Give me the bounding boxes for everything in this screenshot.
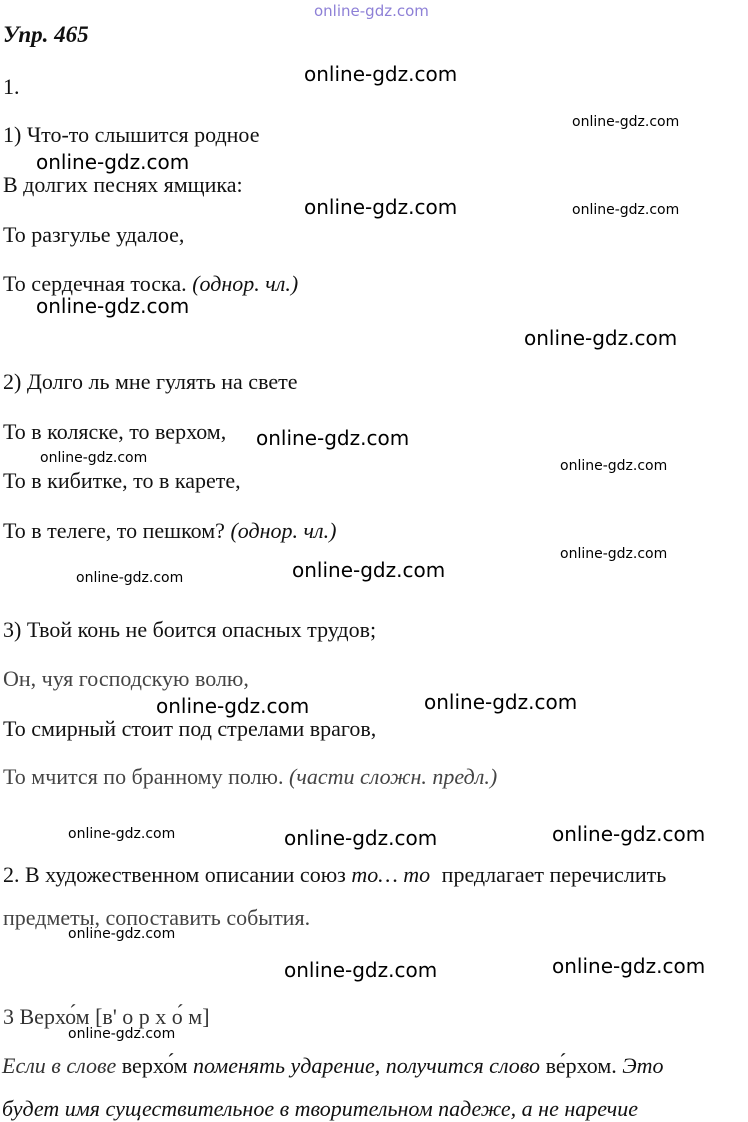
poem3-line4-text: То мчится по бранному полю.: [3, 764, 284, 789]
watermark: online-gdz.com: [68, 926, 176, 942]
section2-end: предлагает перечислить: [441, 862, 667, 887]
section2-line2: предметы, сопоставить события.: [3, 905, 311, 930]
section3-line2: будет имя существительное в творительном падеже, а не наречие: [2, 1096, 639, 1121]
poem2-line4: [3, 518, 336, 544]
section2-line1: [3, 862, 666, 888]
poem2-line1: 2) Долго ль мне гулять на свете: [3, 369, 298, 394]
watermark: online-gdz.com: [76, 570, 184, 586]
poem2-line4-text: То в телеге, то пешком?: [3, 518, 225, 543]
poem1-note: (однор. чл.): [192, 271, 299, 296]
watermark: online-gdz.com: [68, 826, 176, 842]
watermark: online-gdz.com: [156, 694, 310, 718]
section2-start: 2. В художественном описании союз: [3, 862, 346, 887]
poem1-line2: В долгих песнях ямщика:: [3, 172, 243, 197]
watermark: online-gdz.com: [560, 458, 668, 474]
watermark: online-gdz.com: [292, 558, 446, 582]
watermark: online-gdz.com: [284, 958, 438, 982]
poem3-line2: Он, чуя господскую волю,: [3, 666, 249, 691]
section3-p1-e: Это: [622, 1053, 664, 1078]
poem1-line1: 1) Что-то слышится родное: [3, 122, 260, 147]
watermark: online-gdz.com: [68, 1026, 176, 1042]
section2-conjunction: то… то: [351, 862, 431, 887]
exercise-title: Упр. 465: [3, 22, 89, 47]
section3-line1: [2, 1053, 664, 1079]
watermark: online-gdz.com: [424, 690, 578, 714]
header-watermark: online-gdz.com: [314, 2, 429, 20]
poem1-line4-text: То сердечная тоска.: [3, 271, 187, 296]
poem2-line2: То в коляске, то верхом,: [3, 419, 227, 444]
watermark: online-gdz.com: [36, 150, 190, 174]
watermark: online-gdz.com: [304, 195, 458, 219]
watermark: online-gdz.com: [572, 202, 680, 218]
section3-heading: 3 Верхо́м [в' о р х о́ м]: [3, 1004, 210, 1029]
watermark: online-gdz.com: [36, 294, 190, 318]
watermark: online-gdz.com: [524, 326, 678, 350]
watermark: online-gdz.com: [552, 822, 706, 846]
section3-word-verkhom-noun: ве́рхом.: [545, 1053, 617, 1078]
watermark: online-gdz.com: [40, 450, 148, 466]
poem3-line1: 3) Твой конь не боится опасных трудов;: [3, 617, 377, 642]
poem1-line3: То разгулье удалое,: [3, 222, 185, 247]
poem3-note: (части сложн. предл.): [289, 764, 498, 789]
section-1-number: 1.: [3, 74, 20, 99]
section3-p1-c: поменять ударение, получится слово: [193, 1053, 541, 1078]
watermark: online-gdz.com: [560, 546, 668, 562]
watermark: online-gdz.com: [284, 826, 438, 850]
poem2-note: (однор. чл.): [230, 518, 337, 543]
poem3-line4: [3, 764, 497, 790]
watermark: online-gdz.com: [552, 954, 706, 978]
watermark: online-gdz.com: [572, 114, 680, 130]
section3-p1-a: Если в слове: [2, 1053, 117, 1078]
section3-word-verkhom: верхо́м: [121, 1053, 188, 1078]
poem2-line3: То в кибитке, то в карете,: [3, 468, 241, 493]
watermark: online-gdz.com: [304, 62, 458, 86]
poem3-line3: То смирный стоит под стрелами врагов,: [3, 716, 377, 741]
watermark: online-gdz.com: [256, 426, 410, 450]
